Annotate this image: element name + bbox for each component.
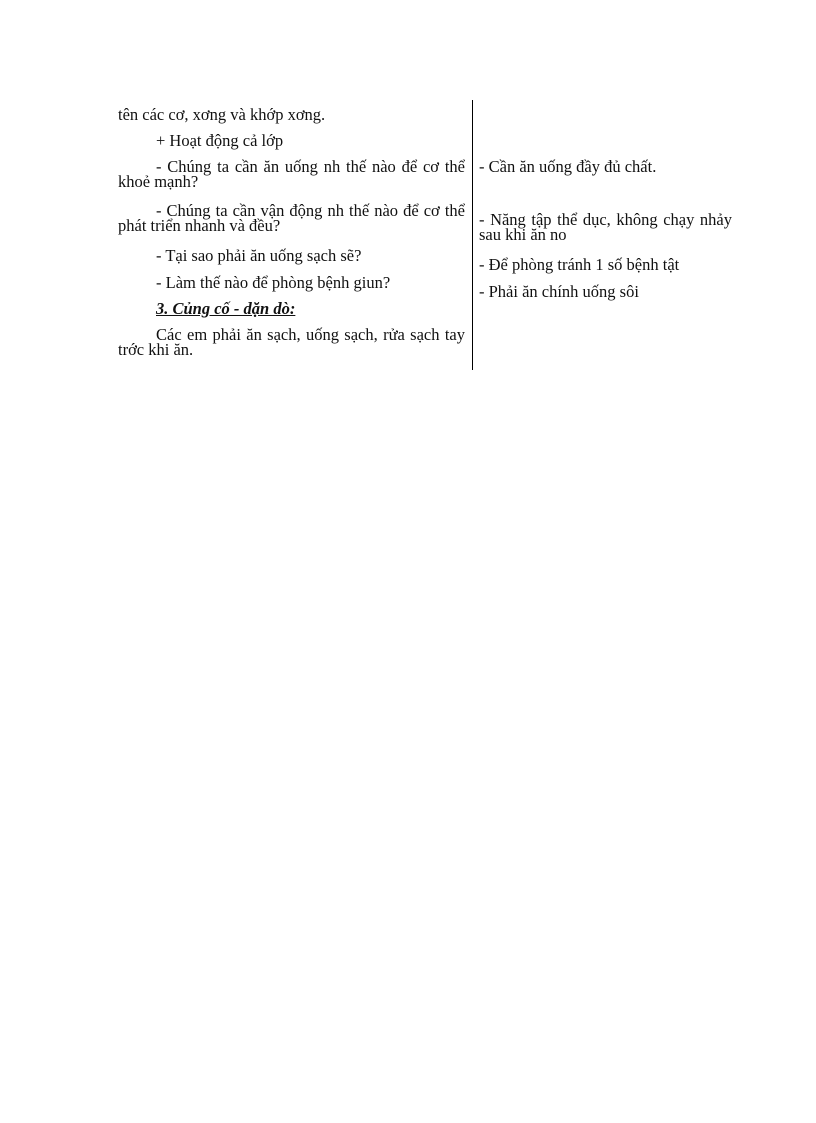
answer-exercise: - Năng tập thể dục, không chạy nhảy sau khi ăn no [479, 210, 732, 244]
column-divider [472, 100, 473, 370]
question-prevent-worms: - Làm thế nào để phòng bệnh giun? [156, 273, 391, 292]
lesson-table [118, 100, 734, 370]
paragraph-conclusion: Các em phải ăn sạch, uống sạch, rửa sạch tay trớc khi ăn. [118, 325, 465, 359]
section-heading-review: 3. Củng cố - dặn dò: [156, 299, 296, 318]
question-clean-eating: - Tại sao phải ăn uống sạch sẽ? [156, 246, 362, 265]
paragraph-muscles-bones: tên các cơ, xơng và khớp xơng. [118, 105, 326, 124]
question-eating: - Chúng ta cần ăn uống nh thế nào để cơ thể khoẻ mạnh? [118, 157, 465, 191]
answer-boiled-water: - Phải ăn chính uống sôi [479, 282, 639, 301]
paragraph-class-activity: + Hoạt động cả lớp [156, 131, 284, 150]
question-exercise: - Chúng ta cần vận động nh thế nào để cơ thể phát triển nhanh và đều? [118, 201, 465, 235]
answer-eating: - Cần ăn uống đầy đủ chất. [479, 157, 657, 176]
answer-prevent-disease: - Để phòng tránh 1 số bệnh tật [479, 255, 680, 274]
